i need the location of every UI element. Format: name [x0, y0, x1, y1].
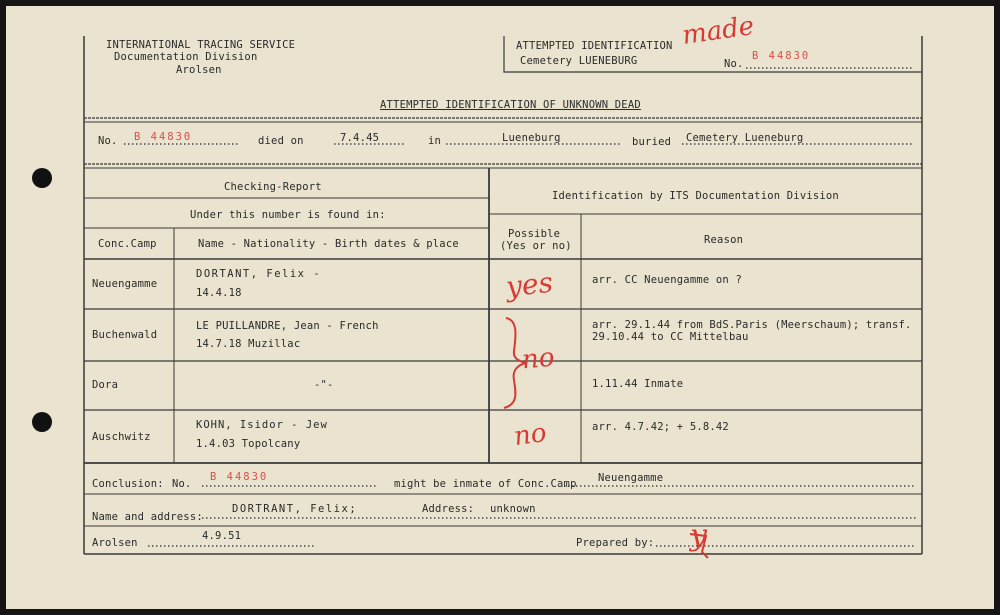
- row-name-line1: LE PUILLANDRE, Jean - French: [196, 320, 379, 332]
- handwritten-mark: made: [680, 11, 756, 51]
- box-cemetery: Cemetery LUENEBURG: [520, 55, 638, 67]
- col-possible-header-1: Possible: [508, 228, 561, 240]
- footer-date: 4.9.51: [202, 530, 242, 542]
- row-reason-line1: arr. CC Neuengamme on ?: [592, 274, 742, 286]
- died-on-value: 7.4.45: [340, 132, 380, 144]
- buried-value: Cemetery Lueneburg: [686, 132, 804, 144]
- col-possible-header-2: (Yes or no): [500, 240, 572, 252]
- row-reason-line1: arr. 4.7.42; + 5.8.42: [592, 421, 729, 433]
- prepared-by-mark: y: [690, 518, 707, 553]
- org-line1: INTERNATIONAL TRACING SERVICE: [106, 39, 296, 51]
- org-line2: Documentation Division: [114, 51, 258, 63]
- checking-subtitle: Under this number is found in:: [190, 209, 386, 221]
- box-title: ATTEMPTED IDENTIFICATION: [516, 40, 673, 52]
- row-name-line2: 1.4.03 Topolcany: [196, 438, 301, 450]
- row-reason-line1: 1.11.44 Inmate: [592, 378, 684, 390]
- in-label: in: [428, 135, 442, 147]
- col-name-header: Name - Nationality - Birth dates & place: [198, 238, 459, 250]
- box-no-label: No.: [724, 58, 744, 70]
- row-name-line1: -"-: [314, 379, 334, 391]
- row-name-line2: 14.7.18 Muzillac: [196, 338, 301, 350]
- form-title: ATTEMPTED IDENTIFICATION OF UNKNOWN DEAD: [380, 99, 641, 111]
- identification-title: Identification by ITS Documentation Division: [552, 190, 839, 202]
- box-no-value: B 44830: [752, 50, 811, 62]
- conclusion-camp: Neuengamme: [598, 472, 664, 484]
- index-card: [6, 6, 994, 609]
- row-name-line1: DORTANT, Felix -: [196, 268, 322, 280]
- row-name-line1: KOHN, Isidor - Jew: [196, 419, 328, 431]
- died-on-label: died on: [258, 135, 304, 147]
- footer-place: Arolsen: [92, 537, 138, 549]
- buried-label: buried: [632, 136, 672, 148]
- conclusion-no-value: B 44830: [210, 471, 269, 483]
- record-no-label: No.: [98, 135, 118, 147]
- prepared-by-label: Prepared by:: [576, 537, 655, 549]
- death-place: Lueneburg: [502, 132, 561, 144]
- row-possible: no: [520, 342, 556, 376]
- address-value: unknown: [490, 503, 536, 515]
- row-camp: Neuengamme: [92, 278, 158, 290]
- name-address-label: Name and address:: [92, 511, 203, 523]
- org-line3: Arolsen: [176, 64, 222, 76]
- record-no-value: B 44830: [134, 131, 193, 143]
- row-camp: Buchenwald: [92, 329, 158, 341]
- checking-title: Checking-Report: [224, 181, 322, 193]
- row-camp: Dora: [92, 379, 119, 391]
- row-camp: Auschwitz: [92, 431, 151, 443]
- row-name-line2: 14.4.18: [196, 287, 242, 299]
- col-camp-header: Conc.Camp: [98, 238, 157, 250]
- name-value: DORTRANT, Felix;: [232, 503, 358, 515]
- col-reason-header: Reason: [704, 234, 744, 246]
- conclusion-no-label: No.: [172, 478, 192, 490]
- row-possible: yes: [504, 265, 555, 304]
- address-label: Address:: [422, 503, 475, 515]
- conclusion-text: might be inmate of Conc.Camp: [394, 478, 577, 490]
- row-reason-line2: 29.10.44 to CC Mittelbau: [592, 331, 749, 343]
- row-reason-line1: arr. 29.1.44 from BdS.Paris (Meerschaum); transf.: [592, 319, 912, 331]
- conclusion-label: Conclusion:: [92, 478, 164, 490]
- row-possible: no: [512, 417, 549, 453]
